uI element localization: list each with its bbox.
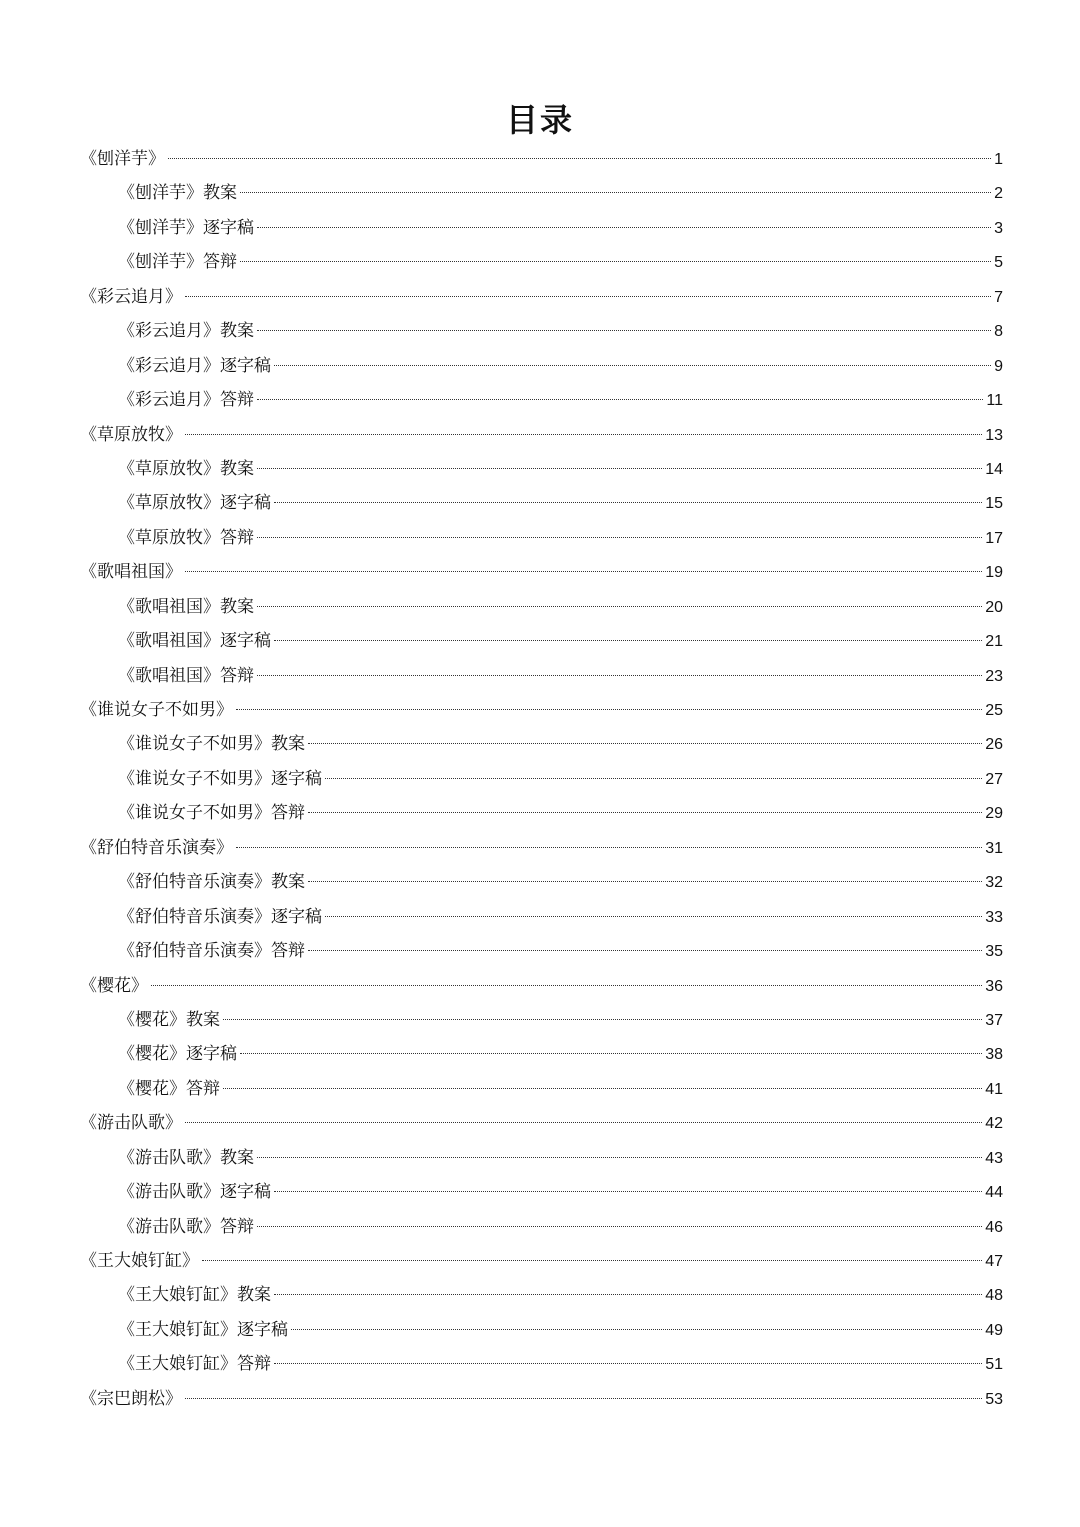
toc-entry-label: 《王大娘钉缸》答辩 (118, 1354, 271, 1375)
toc-dot-leader (274, 502, 982, 503)
toc-subsection-entry[interactable] (80, 659, 1003, 693)
toc-entry-label: 《舒伯特音乐演奏》 (80, 837, 233, 858)
toc-page-number: 21 (985, 633, 1003, 651)
toc-dot-leader (185, 296, 991, 297)
toc-subsection-entry[interactable] (80, 452, 1003, 486)
toc-entry-label: 《宗巴朗松》 (80, 1388, 182, 1409)
toc-page-number: 19 (985, 564, 1003, 582)
toc-dot-leader (257, 468, 982, 469)
toc-subsection-entry[interactable] (80, 762, 1003, 796)
toc-subsection-entry[interactable] (80, 624, 1003, 658)
toc-dot-leader (223, 1019, 982, 1020)
toc-subsection-entry[interactable] (80, 383, 1003, 417)
toc-entry-label: 《歌唱祖国》答辩 (118, 665, 254, 686)
page-title: 目录 (505, 101, 574, 139)
toc-page-number: 43 (985, 1149, 1003, 1167)
toc-page-number: 38 (985, 1046, 1003, 1064)
toc-subsection-entry[interactable] (80, 349, 1003, 383)
toc-section-entry[interactable] (80, 142, 1003, 176)
toc-entry-label: 《游击队歌》教案 (118, 1147, 254, 1168)
toc-page-number: 13 (985, 426, 1003, 444)
toc-page-number: 8 (994, 323, 1003, 341)
toc-dot-leader (257, 1157, 982, 1158)
toc-dot-leader (274, 640, 982, 641)
toc-dot-leader (185, 1122, 982, 1123)
toc-entry-label: 《王大娘钉缸》逐字稿 (118, 1319, 288, 1340)
toc-dot-leader (185, 434, 982, 435)
toc-entry-label: 《谁说女子不如男》教案 (118, 734, 305, 755)
toc-dot-leader (308, 743, 982, 744)
toc-dot-leader (274, 1294, 982, 1295)
toc-subsection-entry[interactable] (80, 590, 1003, 624)
toc-page-number: 37 (985, 1011, 1003, 1029)
toc-entry-label: 《谁说女子不如男》 (80, 700, 233, 720)
toc-subsection-entry[interactable] (80, 521, 1003, 555)
toc-page-number: 41 (985, 1080, 1003, 1098)
toc-page-number: 27 (985, 770, 1003, 788)
toc-subsection-entry[interactable] (80, 1141, 1003, 1175)
toc-subsection-entry[interactable] (80, 900, 1003, 934)
toc-dot-leader (325, 916, 982, 917)
toc-subsection-entry[interactable] (80, 934, 1003, 968)
toc-entry-label: 《刨洋芋》答辩 (118, 252, 237, 273)
toc-dot-leader (325, 778, 982, 779)
toc-entry-label: 《草原放牧》逐字稿 (118, 493, 271, 514)
toc-entry-label: 《舒伯特音乐演奏》教案 (118, 872, 305, 893)
toc-entry-label: 《游击队歌》逐字稿 (118, 1182, 271, 1203)
toc-subsection-entry[interactable] (80, 1072, 1003, 1106)
toc-page-number: 3 (994, 219, 1003, 237)
toc-dot-leader (236, 847, 982, 848)
toc-section-entry[interactable] (80, 831, 1003, 865)
toc-dot-leader (257, 606, 982, 607)
toc-page-number: 2 (994, 185, 1003, 203)
toc-page-number: 1 (994, 151, 1003, 168)
toc-entry-label: 《游击队歌》 (80, 1113, 182, 1134)
toc-list (80, 142, 1003, 1416)
toc-entry-label: 《刨洋芋》逐字稿 (118, 217, 254, 238)
toc-entry-label: 《王大娘钉缸》教案 (118, 1285, 271, 1306)
toc-dot-leader (223, 1088, 982, 1089)
toc-section-entry[interactable] (80, 1382, 1003, 1416)
toc-dot-leader (257, 675, 982, 676)
toc-entry-label: 《歌唱祖国》逐字稿 (118, 631, 271, 652)
toc-dot-leader (202, 1260, 982, 1261)
toc-dot-leader (240, 261, 991, 262)
toc-subsection-entry[interactable] (80, 314, 1003, 348)
toc-page-number: 14 (985, 460, 1003, 478)
toc-subsection-entry[interactable] (80, 1278, 1003, 1312)
toc-entry-label: 《歌唱祖国》教案 (118, 596, 254, 617)
toc-page-number: 51 (985, 1356, 1003, 1374)
toc-entry-label: 《草原放牧》 (80, 424, 182, 445)
toc-entry-label: 《草原放牧》教案 (118, 458, 254, 479)
toc-section-entry[interactable] (80, 418, 1003, 452)
toc-dot-leader (308, 812, 982, 813)
toc-entry-label: 《舒伯特音乐演奏》逐字稿 (118, 906, 322, 927)
toc-page-number: 47 (985, 1253, 1003, 1270)
toc-subsection-entry[interactable] (80, 211, 1003, 245)
toc-entry-label: 《樱花》教案 (118, 1009, 220, 1030)
toc-page-number: 44 (985, 1184, 1003, 1202)
toc-entry-label: 《彩云追月》 (80, 286, 182, 307)
toc-section-entry[interactable] (80, 693, 1003, 727)
toc-subsection-entry[interactable] (80, 796, 1003, 830)
toc-dot-leader (151, 985, 982, 986)
toc-section-entry[interactable] (80, 280, 1003, 314)
toc-page-number: 46 (985, 1218, 1003, 1236)
toc-dot-leader (257, 227, 991, 228)
toc-entry-label: 《樱花》逐字稿 (118, 1044, 237, 1065)
toc-subsection-entry[interactable] (80, 486, 1003, 520)
toc-entry-label: 《舒伯特音乐演奏》答辩 (118, 941, 305, 962)
toc-entry-label: 《谁说女子不如男》逐字稿 (118, 768, 322, 789)
toc-page-number: 26 (985, 736, 1003, 754)
toc-page-number: 33 (985, 908, 1003, 926)
toc-dot-leader (257, 399, 983, 400)
toc-subsection-entry[interactable] (80, 1003, 1003, 1037)
toc-dot-leader (257, 1226, 982, 1227)
toc-page-number: 53 (985, 1390, 1003, 1408)
toc-subsection-entry[interactable] (80, 1210, 1003, 1244)
toc-dot-leader (240, 192, 991, 193)
toc-section-entry[interactable] (80, 1244, 1003, 1278)
toc-entry-label: 《刨洋芋》教案 (118, 183, 237, 204)
toc-page-number: 48 (985, 1287, 1003, 1305)
toc-subsection-entry[interactable] (80, 176, 1003, 210)
toc-subsection-entry[interactable] (80, 1175, 1003, 1209)
toc-subsection-entry[interactable] (80, 1313, 1003, 1347)
toc-page-number: 42 (985, 1115, 1003, 1133)
toc-section-entry[interactable] (80, 555, 1003, 589)
toc-entry-label: 《王大娘钉缸》 (80, 1251, 199, 1271)
toc-dot-leader (274, 365, 991, 366)
toc-entry-label: 《刨洋芋》 (80, 149, 165, 169)
toc-entry-label: 《游击队歌》答辩 (118, 1216, 254, 1237)
toc-subsection-entry[interactable] (80, 1347, 1003, 1381)
toc-subsection-entry[interactable] (80, 1037, 1003, 1071)
toc-page-number: 11 (986, 392, 1003, 410)
toc-dot-leader (274, 1191, 982, 1192)
toc-dot-leader (257, 537, 982, 538)
toc-page-number: 23 (985, 667, 1003, 685)
toc-page-number: 35 (985, 943, 1003, 961)
toc-entry-label: 《彩云追月》教案 (118, 321, 254, 342)
toc-page-number: 5 (994, 254, 1003, 272)
toc-page-number: 7 (994, 288, 1003, 306)
toc-entry-label: 《樱花》 (80, 975, 148, 996)
toc-section-entry[interactable] (80, 969, 1003, 1003)
toc-entry-label: 《彩云追月》答辩 (118, 390, 254, 411)
toc-subsection-entry[interactable] (80, 727, 1003, 761)
toc-entry-label: 《草原放牧》答辩 (118, 527, 254, 548)
toc-entry-label: 《谁说女子不如男》答辩 (118, 803, 305, 824)
toc-page-number: 17 (985, 529, 1003, 547)
toc-subsection-entry[interactable] (80, 245, 1003, 279)
toc-entry-label: 《彩云追月》逐字稿 (118, 355, 271, 376)
toc-dot-leader (240, 1053, 982, 1054)
toc-dot-leader (274, 1363, 982, 1364)
toc-dot-leader (291, 1329, 982, 1330)
toc-section-entry[interactable] (80, 1106, 1003, 1140)
toc-dot-leader (236, 709, 982, 710)
toc-page-number: 20 (985, 598, 1003, 616)
toc-entry-label: 《樱花》答辩 (118, 1078, 220, 1099)
toc-page-number: 36 (985, 977, 1003, 995)
toc-page-number: 29 (985, 805, 1003, 823)
toc-dot-leader (308, 881, 982, 882)
toc-dot-leader (257, 330, 991, 331)
toc-page-number: 49 (985, 1321, 1003, 1339)
toc-page-number: 32 (985, 874, 1003, 892)
toc-page-number: 15 (985, 495, 1003, 513)
toc-dot-leader (168, 158, 991, 159)
toc-entry-label: 《歌唱祖国》 (80, 562, 182, 583)
toc-subsection-entry[interactable] (80, 865, 1003, 899)
toc-page-number: 25 (985, 702, 1003, 719)
toc-page-number: 31 (985, 839, 1003, 857)
toc-dot-leader (308, 950, 982, 951)
toc-page-number: 9 (994, 357, 1003, 375)
toc-dot-leader (185, 571, 982, 572)
toc-dot-leader (185, 1398, 982, 1399)
